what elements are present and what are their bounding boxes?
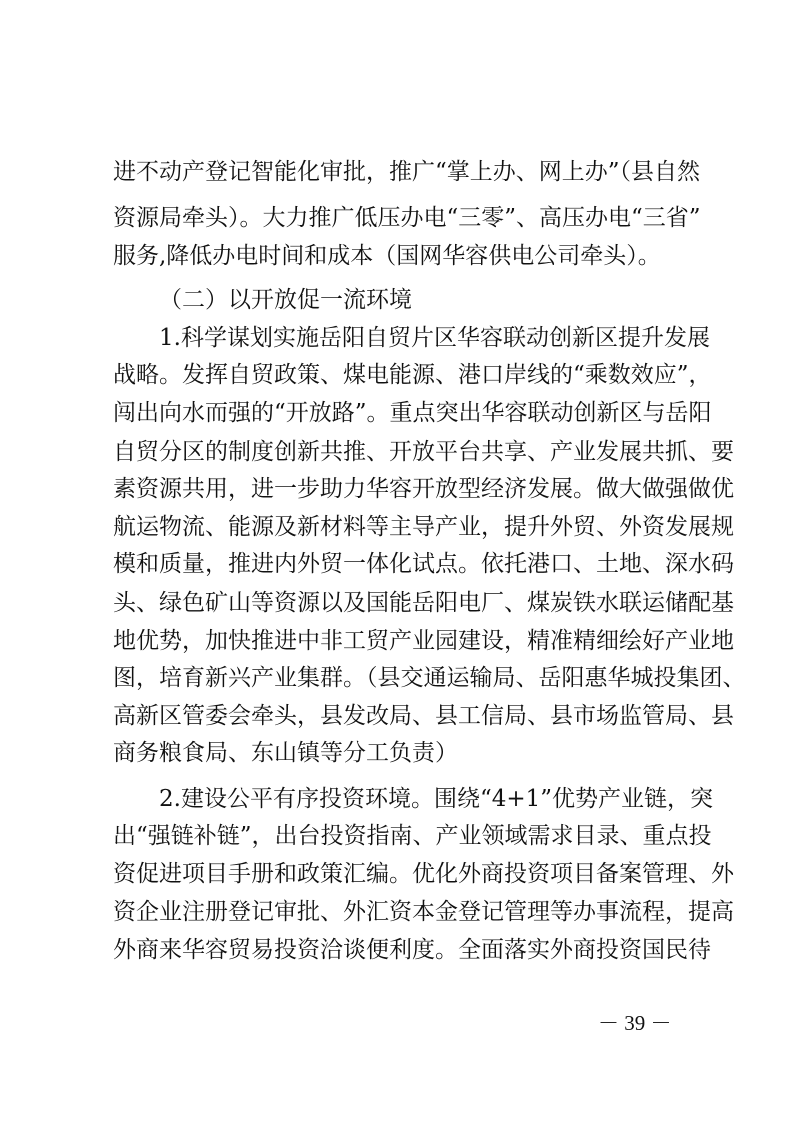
body-line-9: 素资源共用，进一步助力华容开放型经济发展。做大做强做优 [113, 476, 734, 502]
body-line-13: 地优势，加快推进中非工贸产业园建设，精准精细绘好产业地 [113, 628, 734, 654]
body-line-20: 资企业注册登记审批、外汇资本金登记管理等办事流程，提高 [113, 899, 734, 925]
body-line-15: 高新区管委会牵头，县发改局、县工信局、县市场监管局、县 [113, 703, 734, 729]
body-line-10: 航运物流、能源及新材料等主导产业，提升外贸、外资发展规 [113, 514, 734, 540]
body-line-16: 商务粮食局、东山镇等分工负责） [113, 740, 458, 766]
body-line-8: 自贸分区的制度创新共推、开放平台共享、产业发展共抓、要 [113, 439, 734, 465]
body-line-7: 闯出向水而强的“开放路”。重点突出华容联动创新区与岳阳 [113, 400, 712, 426]
body-line-21: 外商来华容贸易投资洽谈便利度。全面落实外商投资国民待 [113, 937, 711, 963]
body-line-18: 出“强链补链”，出台投资指南、产业领域需求目录、重点投 [113, 823, 712, 849]
body-line-6: 战略。发挥自贸政策、煤电能源、港口岸线的“乘数效应”， [113, 362, 712, 388]
body-line-19: 资促进项目手册和政策汇编。优化外商投资项目备案管理、外 [113, 861, 734, 887]
body-line-11: 模和质量，推进内外贸一体化试点。依托港口、土地、深水码 [113, 551, 734, 577]
body-line-12: 头、绿色矿山等资源以及国能岳阳电厂、煤炭铁水联运储配基 [113, 590, 734, 616]
body-line-3: 服务,降低办电时间和成本（国网华容供电公司牵头）。 [113, 243, 661, 269]
body-line-17: 2.建设公平有序投资环境。围绕“4+1”优势产业链，突 [159, 786, 713, 812]
body-line-1: 进不动产登记智能化审批，推广“掌上办、网上办”（县自然 [113, 159, 701, 185]
section-heading: （二）以开放促一流环境 [159, 287, 412, 313]
body-line-2: 资源局牵头）。大力推广低压办电“三零”、高压办电“三省” [113, 205, 701, 231]
body-line-5: 1.科学谋划实施岳阳自贸片区华容联动创新区提升发展 [159, 325, 710, 351]
page-number: － 39 － [598, 1011, 672, 1035]
body-line-14: 图，培育新兴产业集群。（县交通运输局、岳阳惠华城投集团、 [113, 665, 746, 691]
